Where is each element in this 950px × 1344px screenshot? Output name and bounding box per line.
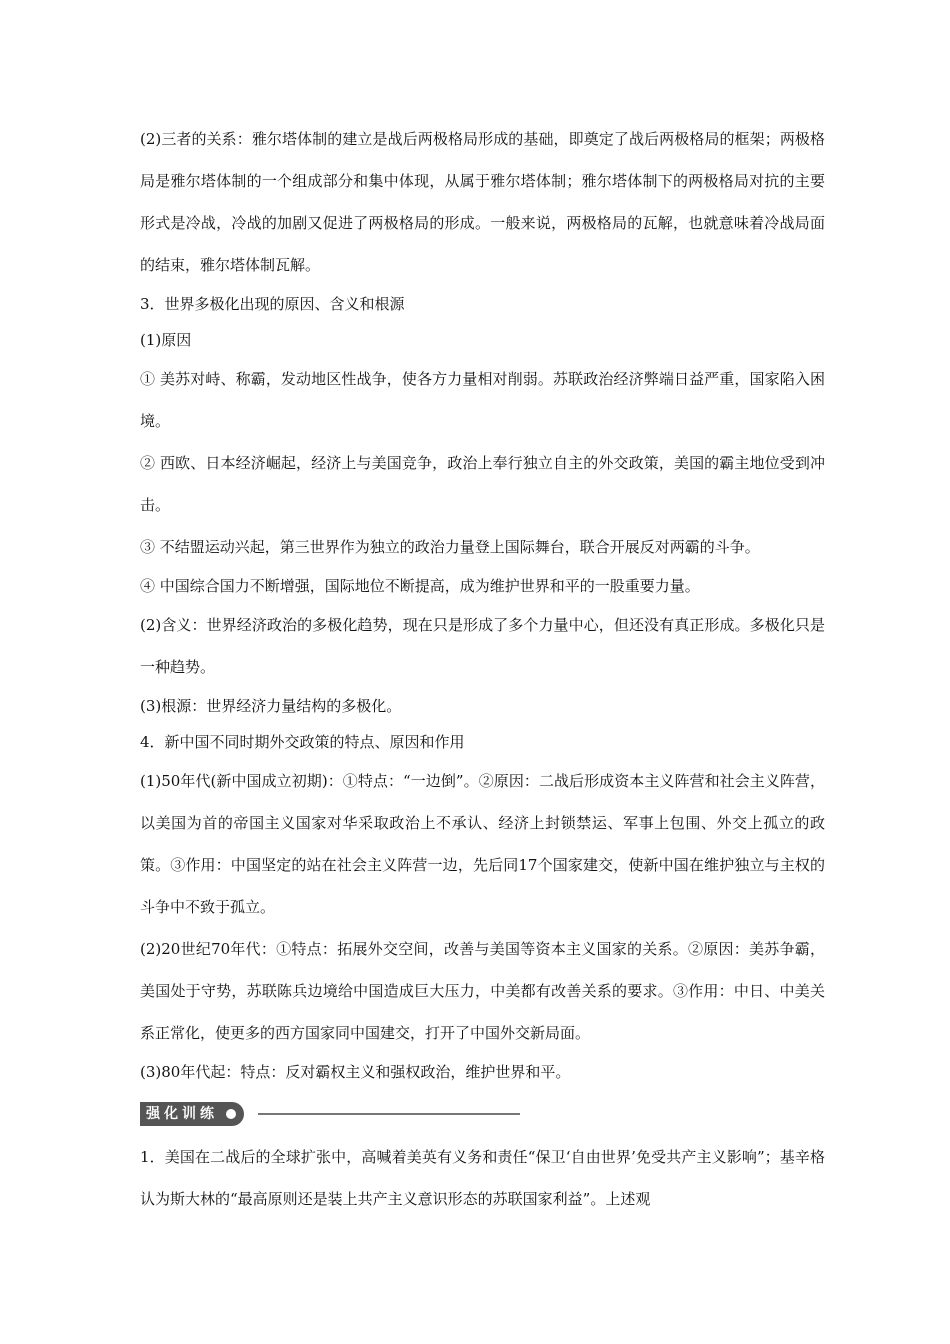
section-divider bbox=[140, 1100, 825, 1128]
paragraph-relationship: (2)三者的关系：雅尔塔体制的建立是战后两极格局形成的基础，即奠定了战后两极格局的框架；两极格局是雅尔塔体制的一个组成部分和集中体现，从属于雅尔塔体制；雅尔塔体制下的两极格局对抗的主要形式是冷战，冷战的加剧又促进了两极格局的形成。一般来说，两极格局的瓦解，也就意味着冷战局面的结束，雅尔塔体制瓦解。 bbox=[140, 130, 825, 274]
paragraph-root: (3)根源：世界经济力量结构的多极化。 bbox=[140, 697, 402, 715]
divider-rule bbox=[258, 1113, 520, 1115]
reason-2: ② 西欧、日本经济崛起，经济上与美国竞争，政治上奉行独立自主的外交政策，美国的霸主地位受到冲击。 bbox=[140, 454, 825, 514]
reason-4: ④ 中国综合国力不断增强，国际地位不断提高，成为维护世界和平的一股重要力量。 bbox=[140, 577, 700, 595]
reason-3: ③ 不结盟运动兴起，第三世界作为独立的政治力量登上国际舞台，联合开展反对两霸的斗争。 bbox=[140, 538, 760, 556]
paragraph-1970s: (2)20世纪70年代：①特点：拓展外交空间，改善与美国等资本主义国家的关系。②原因：美苏争霸，美国处于守势，苏联陈兵边境给中国造成巨大压力，中美都有改善关系的要求。③作用：中日、中美关系正常化，使更多的西方国家同中国建交，打开了中国外交新局面。 bbox=[140, 940, 825, 1042]
subheading-reasons: (1)原因 bbox=[140, 331, 192, 349]
heading-foreign-policy: 4．新中国不同时期外交政策的特点、原因和作用 bbox=[140, 733, 465, 751]
dot-icon bbox=[226, 1109, 236, 1119]
reason-1: ① 美苏对峙、称霸，发动地区性战争，使各方力量相对削弱。苏联政治经济弊端日益严重，国家陷入困境。 bbox=[140, 370, 825, 430]
section-badge-label: 强化训练 bbox=[146, 1106, 218, 1122]
paragraph-1950s: (1)50年代(新中国成立初期)：①特点：“一边倒”。②原因：二战后形成资本主义阵营和社会主义阵营，以美国为首的帝国主义国家对华采取政治上不承认、经济上封锁禁运、军事上包围、外交上孤立的政策。③作用：中国坚定的站在社会主义阵营一边，先后同17个国家建交，使新中国在维护独立与主权的斗争中不致于孤立。 bbox=[140, 772, 825, 916]
heading-multipolar: 3．世界多极化出现的原因、含义和根源 bbox=[140, 295, 405, 313]
document-page bbox=[140, 118, 825, 1220]
question-1: 1．美国在二战后的全球扩张中，高喊着美英有义务和责任“保卫‘自由世界’免受共产主义影响”；基辛格认为斯大林的“最高原则还是装上共产主义意识形态的苏联国家利益”。上述观 bbox=[140, 1148, 825, 1208]
section-badge bbox=[140, 1102, 244, 1126]
paragraph-1980s: (3)80年代起：特点：反对霸权主义和强权政治，维护世界和平。 bbox=[140, 1063, 571, 1081]
paragraph-meaning: (2)含义：世界经济政治的多极化趋势，现在只是形成了多个力量中心，但还没有真正形成。多极化只是一种趋势。 bbox=[140, 616, 825, 676]
